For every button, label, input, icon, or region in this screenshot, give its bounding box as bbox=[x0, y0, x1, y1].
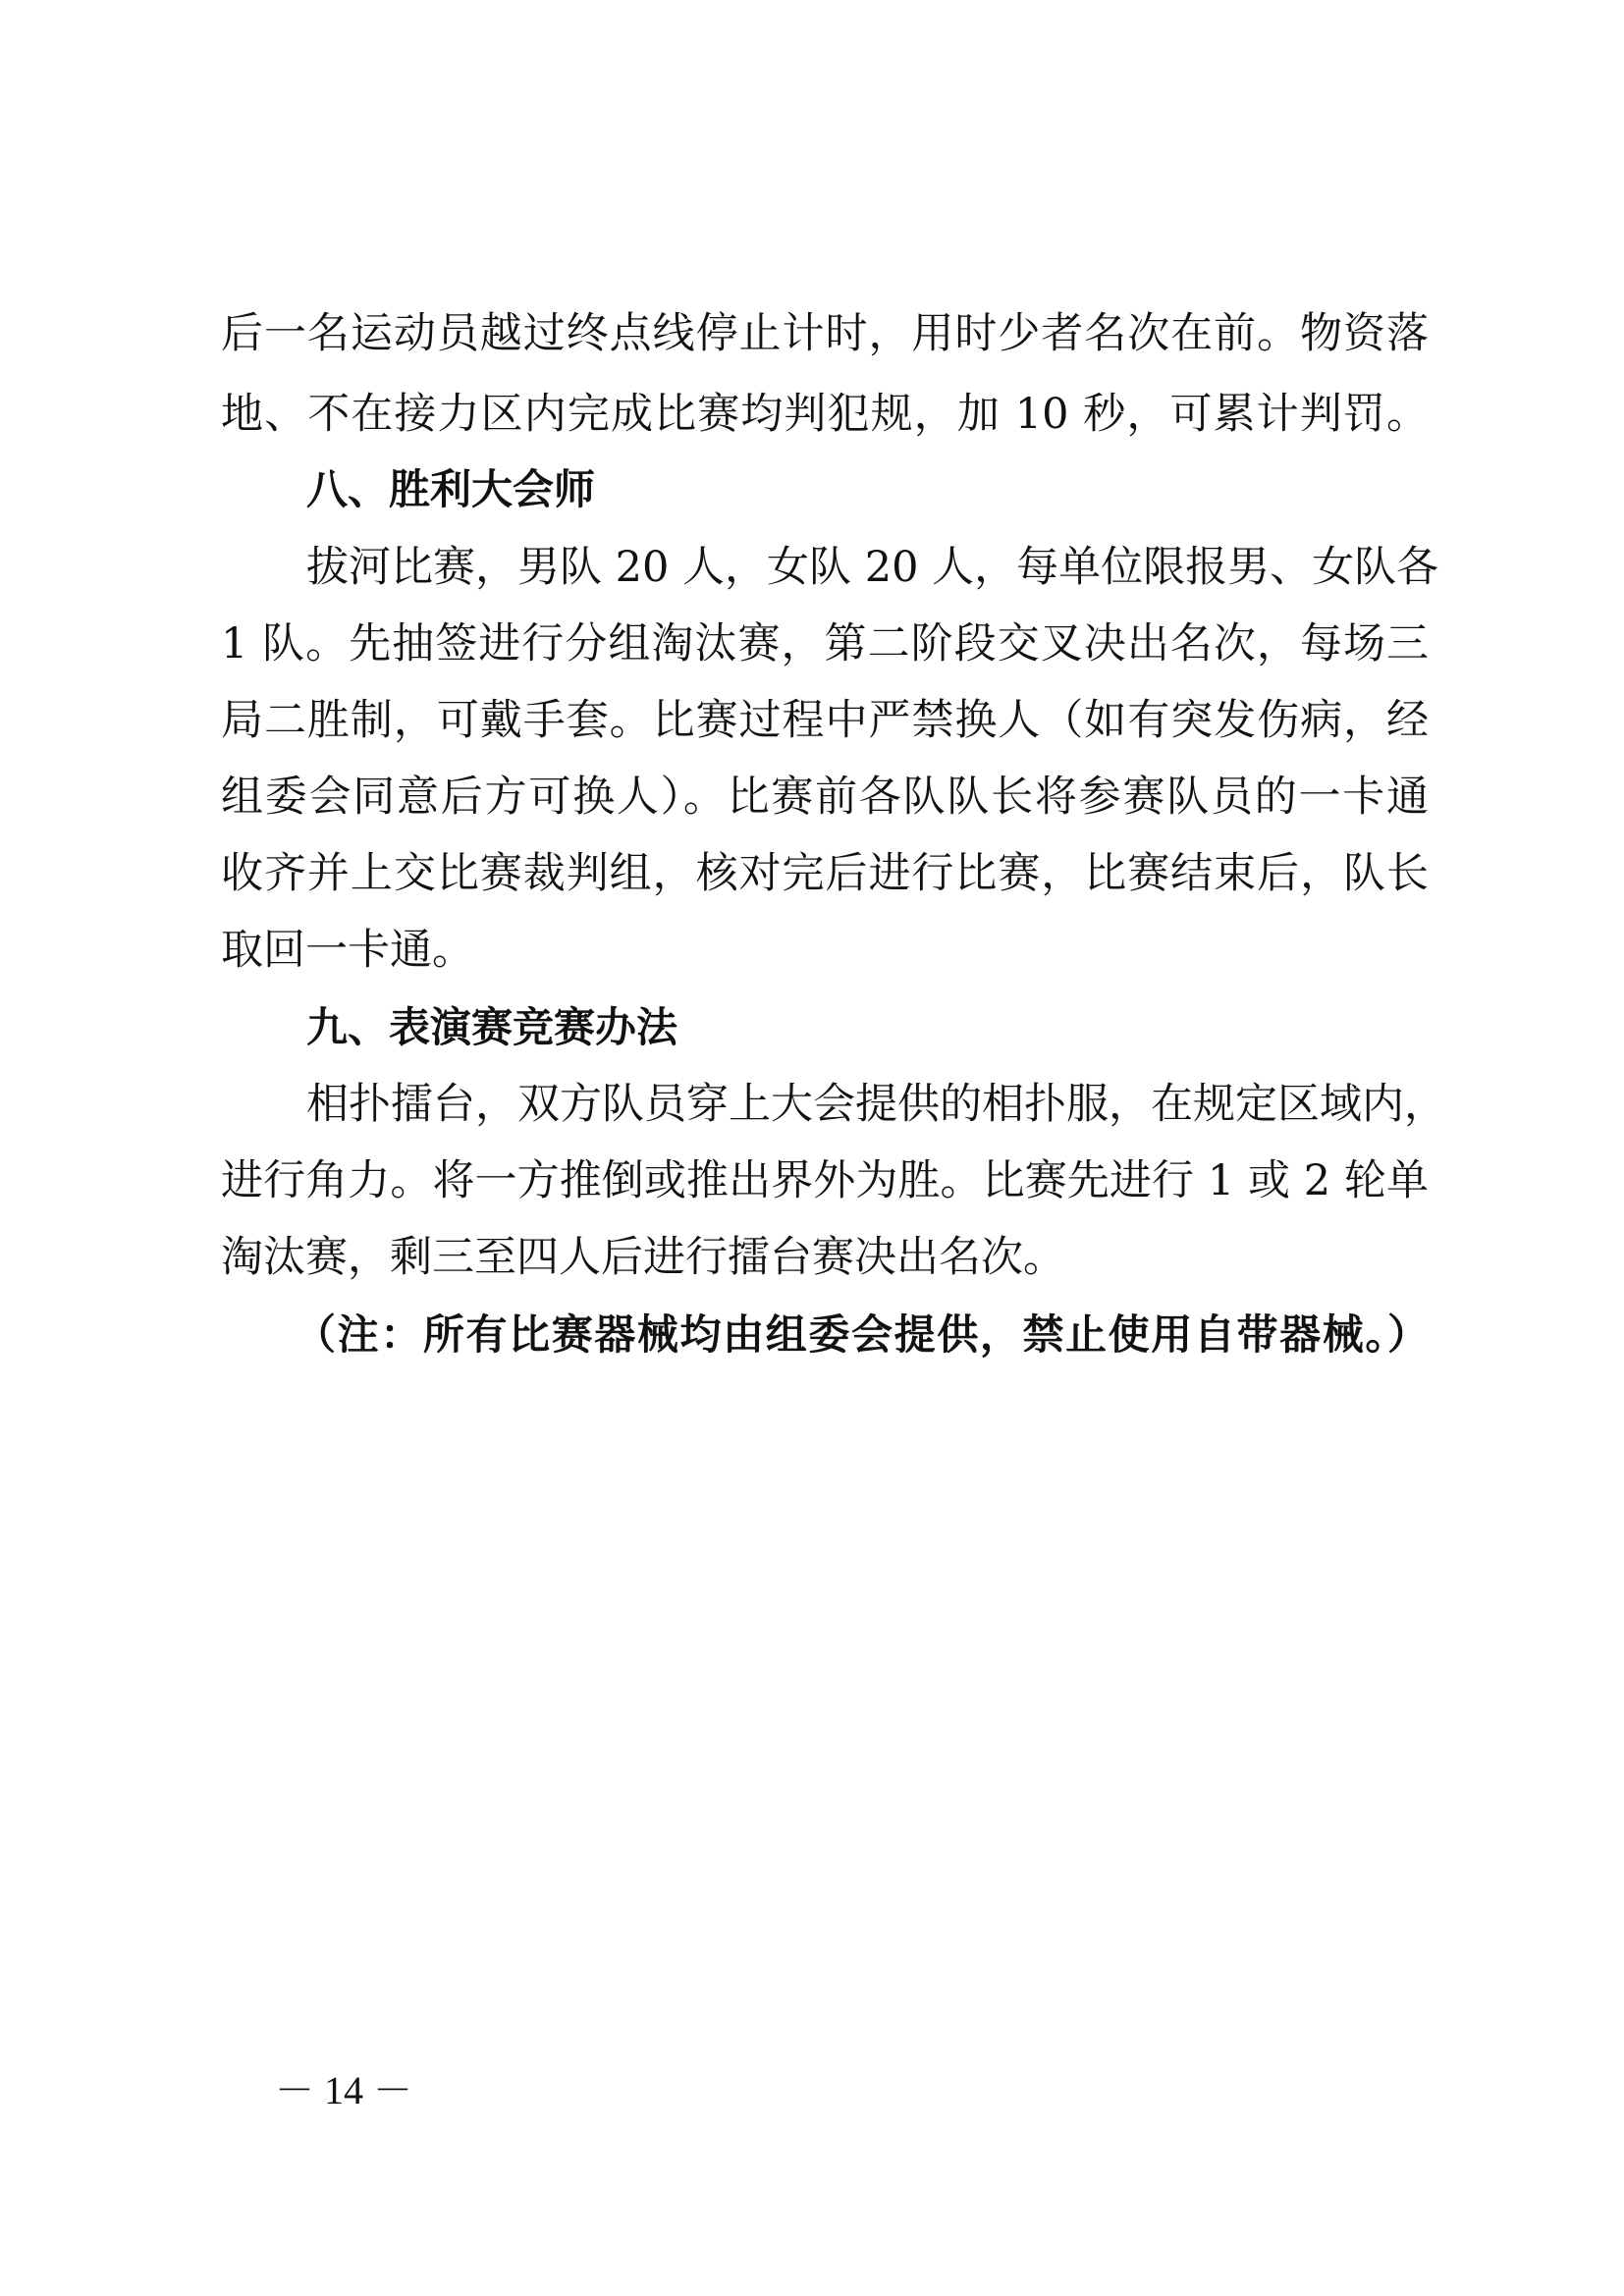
paragraph-line: 相扑擂台，双方队员穿上大会提供的相扑服，在规定区域内， bbox=[306, 1080, 1446, 1129]
section-heading-8: 八、胜利大会师 bbox=[306, 465, 596, 513]
paragraph-line: 拔河比赛，男队 20 人，女队 20 人，每单位限报男、女队各 bbox=[306, 543, 1439, 592]
paragraph-line: 1 队。先抽签进行分组淘汰赛，第二阶段交叉决出名次，每场三 bbox=[221, 619, 1429, 668]
equipment-note: （注：所有比赛器械均由组委会提供，禁止使用自带器械。） bbox=[295, 1310, 1429, 1359]
paragraph-line: 进行角力。将一方推倒或推出界外为胜。比赛先进行 1 或 2 轮单 bbox=[221, 1156, 1429, 1205]
page-number: － 14 － bbox=[275, 2068, 412, 2112]
paragraph-line: 取回一卡通。 bbox=[221, 926, 474, 975]
paragraph-line: 后一名运动员越过终点线停止计时，用时少者名次在前。物资落 bbox=[221, 309, 1429, 358]
paragraph-line: 收齐并上交比赛裁判组，核对完后进行比赛，比赛结束后，队长 bbox=[221, 849, 1429, 898]
paragraph-line: 地、不在接力区内完成比赛均判犯规，加 10 秒，可累计判罚。 bbox=[221, 390, 1429, 439]
paragraph-line: 局二胜制，可戴手套。比赛过程中严禁换人（如有突发伤病，经 bbox=[221, 696, 1429, 745]
paragraph-line: 淘汰赛，剩三至四人后进行擂台赛决出名次。 bbox=[221, 1233, 1065, 1282]
paragraph-line: 组委会同意后方可换人）。比赛前各队队长将参赛队员的一卡通 bbox=[221, 773, 1429, 822]
section-heading-9: 九、表演赛竞赛办法 bbox=[306, 1003, 678, 1051]
